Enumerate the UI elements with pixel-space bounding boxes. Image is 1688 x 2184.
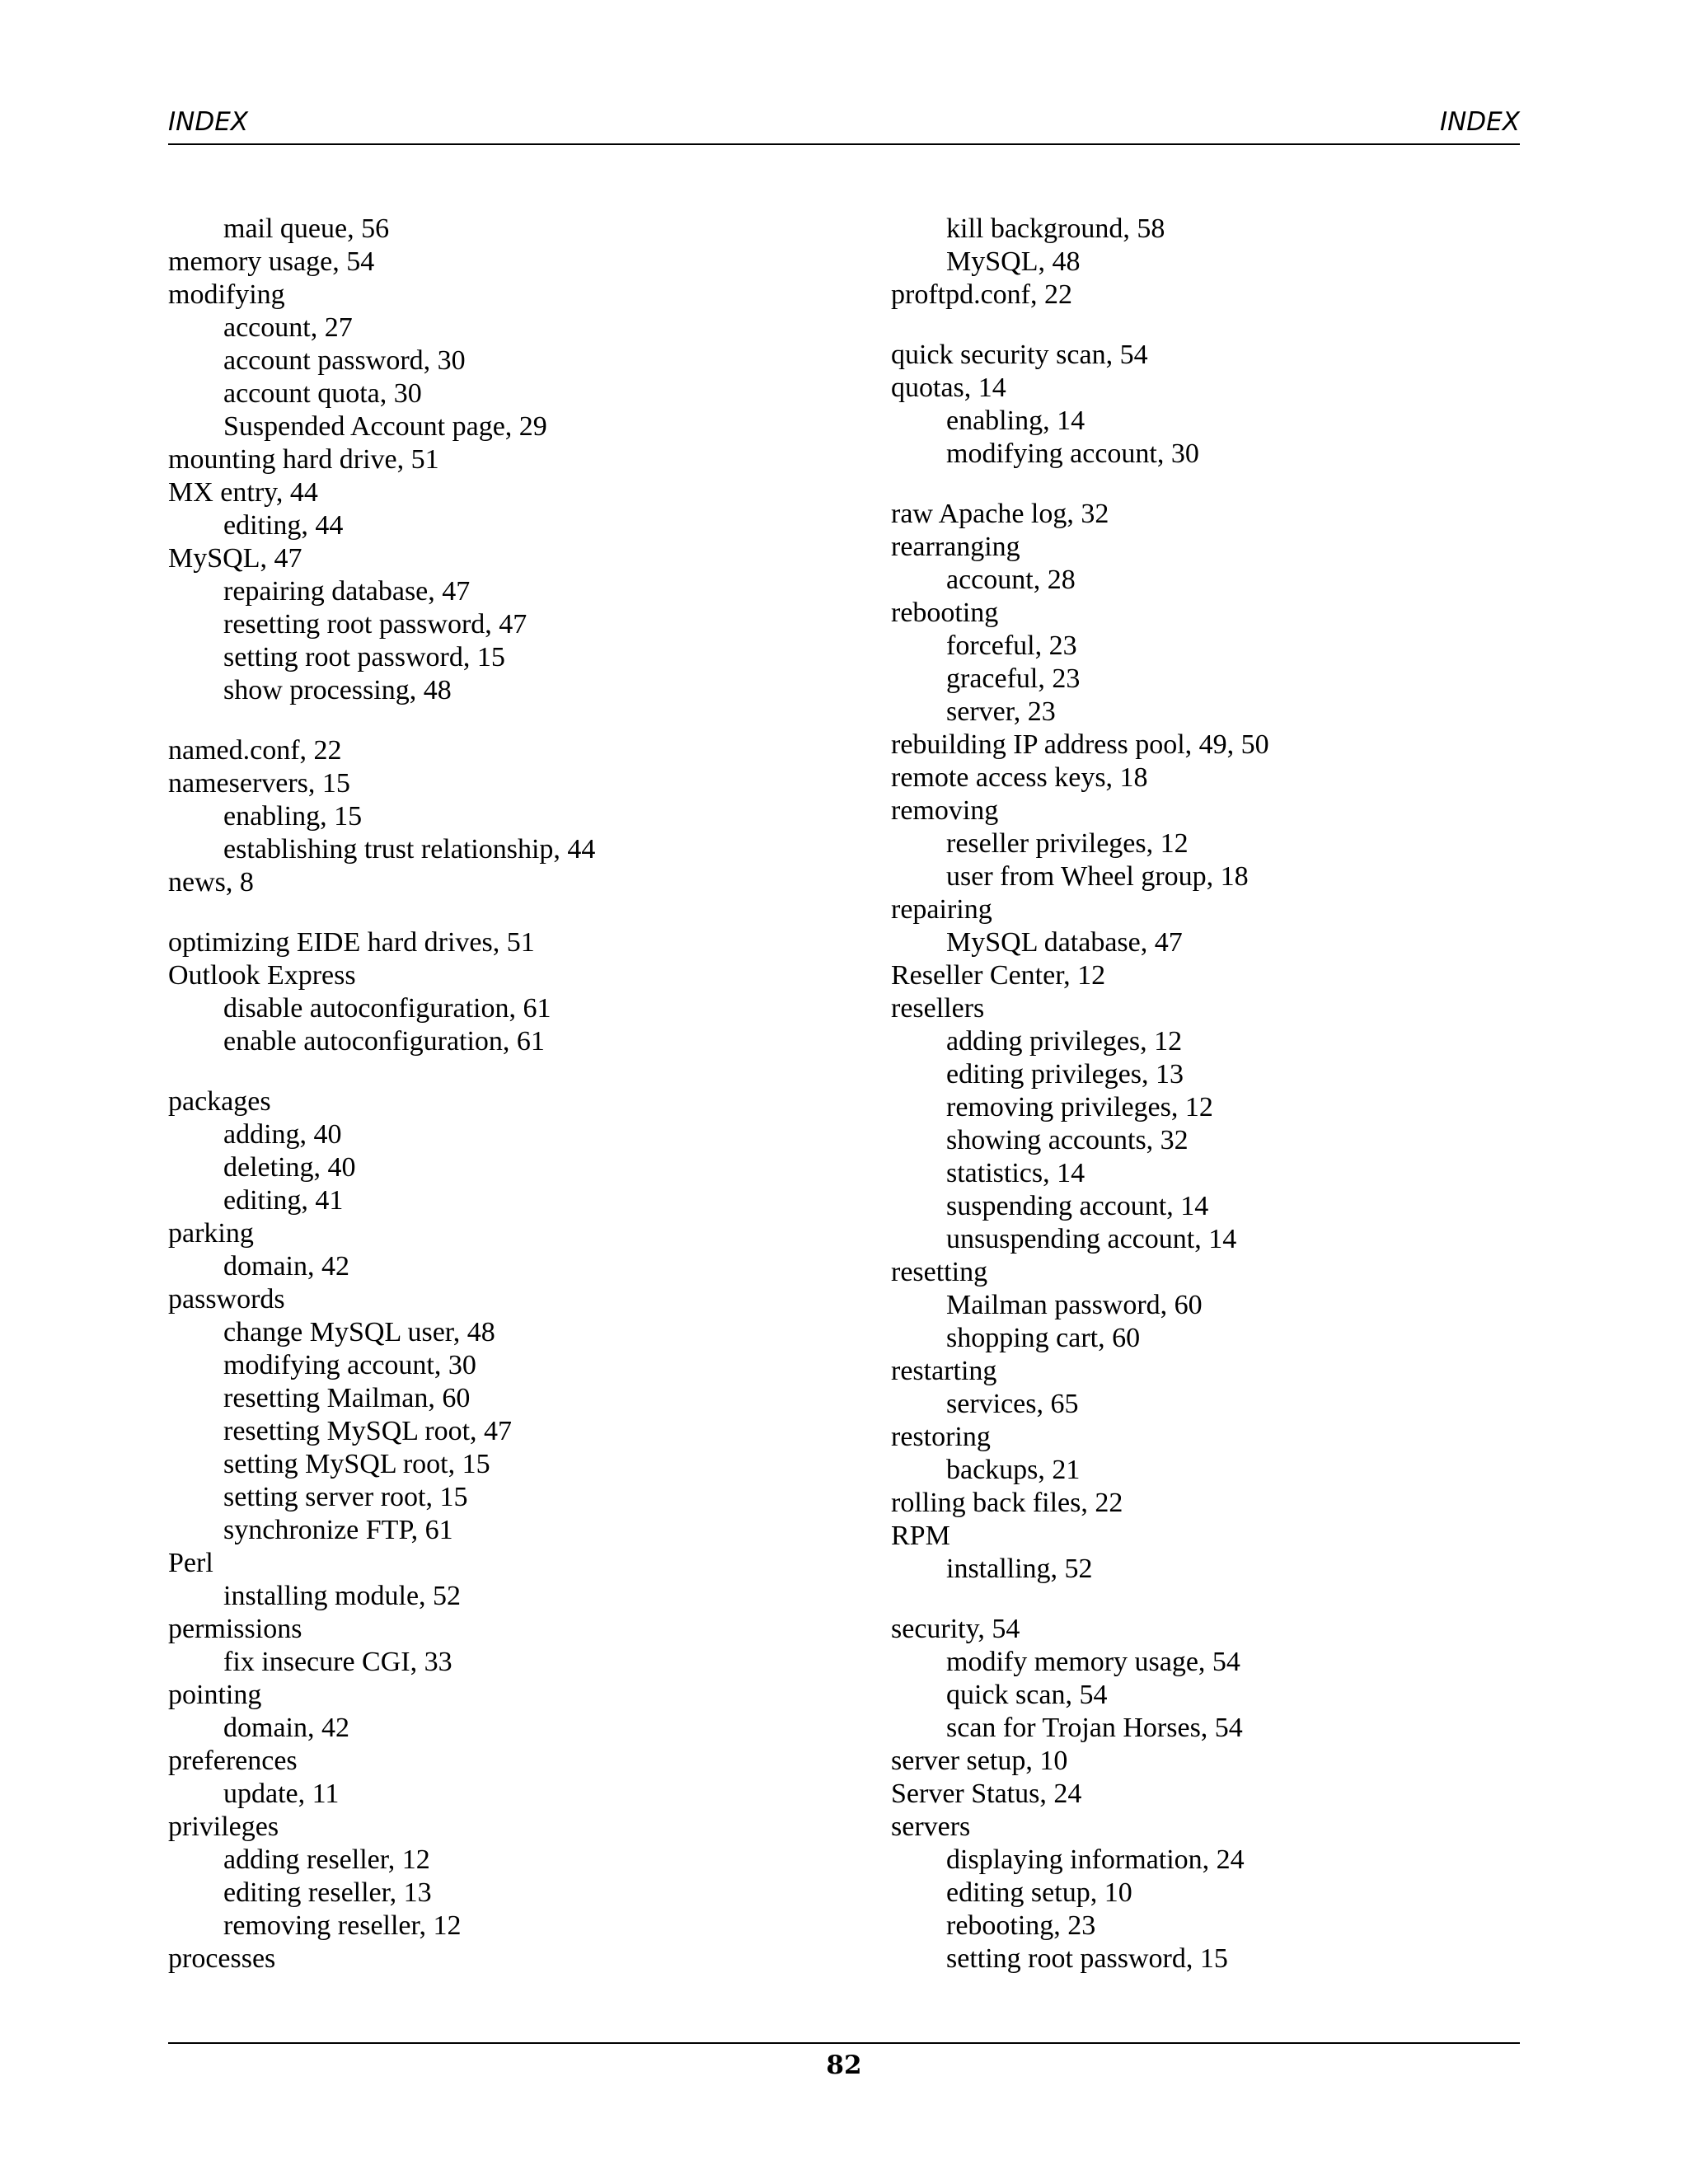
index-entry: quotas, 14 — [891, 373, 1006, 403]
index-subentry: change MySQL user, 48 — [223, 1317, 495, 1347]
index-letter-group — [891, 339, 1550, 471]
index-entry: security, 54 — [891, 1614, 1020, 1644]
index-subentry: repairing database, 47 — [223, 576, 471, 607]
index-letter-group — [168, 213, 828, 707]
index-subentry: enabling, 15 — [223, 801, 363, 832]
index-entry: restoring — [891, 1422, 991, 1452]
index-subentry: MySQL database, 47 — [946, 927, 1183, 958]
index-subentry: Mailman password, 60 — [946, 1290, 1203, 1320]
index-subentry: statistics, 14 — [946, 1158, 1085, 1188]
index-subentry: domain, 42 — [223, 1251, 349, 1282]
index-subentry: establishing trust relationship, 44 — [223, 834, 596, 865]
index-entry: repairing — [891, 894, 992, 925]
index-subentry: domain, 42 — [223, 1713, 349, 1743]
index-entry: rolling back files, 22 — [891, 1488, 1123, 1518]
index-subentry: setting root password, 15 — [946, 1943, 1228, 1974]
index-entry: modifying — [168, 279, 285, 310]
index-entry: passwords — [168, 1284, 285, 1315]
index-subentry: editing, 44 — [223, 510, 344, 541]
index-letter-group — [168, 926, 828, 1058]
index-entry: servers — [891, 1811, 971, 1842]
index-entry: Outlook Express — [168, 960, 356, 991]
footer-rule — [168, 2042, 1520, 2044]
index-entry: restarting — [891, 1356, 997, 1386]
index-entry: nameservers, 15 — [168, 768, 350, 799]
index-entry: Perl — [168, 1548, 213, 1578]
index-subentry: installing module, 52 — [223, 1581, 462, 1611]
index-subentry: services, 65 — [946, 1389, 1079, 1419]
index-subentry: server, 23 — [946, 696, 1056, 727]
header-right-label: INDEX — [1439, 107, 1520, 137]
index-subentry: account password, 30 — [223, 345, 466, 376]
index-column-left — [168, 213, 828, 2003]
index-entry: raw Apache log, 32 — [891, 499, 1109, 529]
index-column-right — [891, 213, 1550, 2003]
index-entry: proftpd.conf, 22 — [891, 279, 1073, 310]
index-subentry: deleting, 40 — [223, 1152, 356, 1183]
index-subentry: shopping cart, 60 — [946, 1323, 1141, 1353]
index-letter-group — [168, 1085, 828, 1975]
index-subentry: adding, 40 — [223, 1119, 342, 1150]
index-subentry: update, 11 — [223, 1779, 340, 1809]
index-subentry: adding privileges, 12 — [946, 1026, 1183, 1057]
index-entry: news, 8 — [168, 867, 254, 898]
index-subentry: adding reseller, 12 — [223, 1844, 430, 1875]
index-subentry: unsuspending account, 14 — [946, 1224, 1237, 1254]
index-subentry: setting root password, 15 — [223, 642, 505, 673]
index-subentry: synchronize FTP, 61 — [223, 1515, 453, 1545]
index-subentry: mail queue, 56 — [223, 213, 390, 244]
index-subentry: setting MySQL root, 15 — [223, 1449, 490, 1479]
page-number: 82 — [826, 2050, 862, 2080]
index-entry: remote access keys, 18 — [891, 762, 1148, 793]
index-subentry: show processing, 48 — [223, 675, 452, 705]
index-subentry: editing privileges, 13 — [946, 1059, 1184, 1090]
index-entry: server setup, 10 — [891, 1746, 1068, 1776]
index-entry: quick security scan, 54 — [891, 340, 1148, 370]
index-entry: mounting hard drive, 51 — [168, 444, 439, 475]
index-subentry: editing reseller, 13 — [223, 1877, 432, 1908]
index-entry: rebooting — [891, 598, 999, 628]
index-letter-group — [891, 498, 1550, 1586]
index-entry: packages — [168, 1086, 271, 1117]
index-subentry: user from Wheel group, 18 — [946, 861, 1249, 892]
index-subentry: enabling, 14 — [946, 405, 1085, 436]
index-subentry: removing privileges, 12 — [946, 1092, 1213, 1122]
index-entry: optimizing EIDE hard drives, 51 — [168, 927, 535, 958]
index-subentry: Suspended Account page, 29 — [223, 411, 547, 442]
index-subentry: account, 28 — [946, 565, 1076, 595]
index-entry: resetting — [891, 1257, 988, 1287]
index-subentry: forceful, 23 — [946, 630, 1077, 661]
index-entry: permissions — [168, 1614, 302, 1644]
index-subentry: resetting root password, 47 — [223, 609, 528, 640]
index-entry: RPM — [891, 1521, 950, 1551]
index-subentry: modifying account, 30 — [223, 1350, 476, 1380]
index-subentry: editing, 41 — [223, 1185, 344, 1216]
index-subentry: resetting Mailman, 60 — [223, 1383, 471, 1413]
index-entry: rearranging — [891, 532, 1020, 562]
index-subentry: removing reseller, 12 — [223, 1910, 462, 1941]
index-entry: parking — [168, 1218, 254, 1249]
index-entry: MX entry, 44 — [168, 477, 318, 508]
index-letter-group — [891, 213, 1550, 312]
index-subentry: enable autoconfiguration, 61 — [223, 1026, 545, 1057]
index-subentry: account quota, 30 — [223, 378, 422, 409]
index-subentry: reseller privileges, 12 — [946, 828, 1189, 859]
index-subentry: quick scan, 54 — [946, 1680, 1108, 1710]
index-entry: privileges — [168, 1811, 279, 1842]
index-subentry: showing accounts, 32 — [946, 1125, 1189, 1155]
index-entry: Server Status, 24 — [891, 1779, 1082, 1809]
index-entry: resellers — [891, 993, 985, 1024]
index-letter-group — [891, 1613, 1550, 1975]
index-subentry: modify memory usage, 54 — [946, 1647, 1240, 1677]
index-letter-group — [168, 734, 828, 899]
index-subentry: modifying account, 30 — [946, 438, 1199, 469]
index-entry: removing — [891, 795, 999, 826]
running-header — [168, 102, 1520, 145]
index-subentry: scan for Trojan Horses, 54 — [946, 1713, 1243, 1743]
index-subentry: suspending account, 14 — [946, 1191, 1209, 1221]
index-subentry: installing, 52 — [946, 1554, 1093, 1584]
index-subentry: MySQL, 48 — [946, 246, 1081, 277]
index-subentry: fix insecure CGI, 33 — [223, 1647, 452, 1677]
index-subentry: resetting MySQL root, 47 — [223, 1416, 513, 1446]
index-entry: memory usage, 54 — [168, 246, 375, 277]
index-entry: preferences — [168, 1746, 298, 1776]
header-left-label: INDEX — [168, 107, 249, 137]
index-subentry: disable autoconfiguration, 61 — [223, 993, 551, 1024]
index-subentry: rebooting, 23 — [946, 1910, 1096, 1941]
index-entry: named.conf, 22 — [168, 735, 342, 766]
index-subentry: account, 27 — [223, 312, 353, 343]
index-subentry: backups, 21 — [946, 1455, 1081, 1485]
index-entry: MySQL, 47 — [168, 543, 302, 574]
index-subentry: editing setup, 10 — [946, 1877, 1132, 1908]
index-subentry: graceful, 23 — [946, 663, 1081, 694]
index-entry: Reseller Center, 12 — [891, 960, 1106, 991]
index-entry: rebuilding IP address pool, 49, 50 — [891, 729, 1269, 760]
index-entry: processes — [168, 1943, 276, 1974]
index-entry: pointing — [168, 1680, 262, 1710]
index-subentry: setting server root, 15 — [223, 1482, 468, 1512]
index-subentry: displaying information, 24 — [946, 1844, 1245, 1875]
index-subentry: kill background, 58 — [946, 213, 1165, 244]
